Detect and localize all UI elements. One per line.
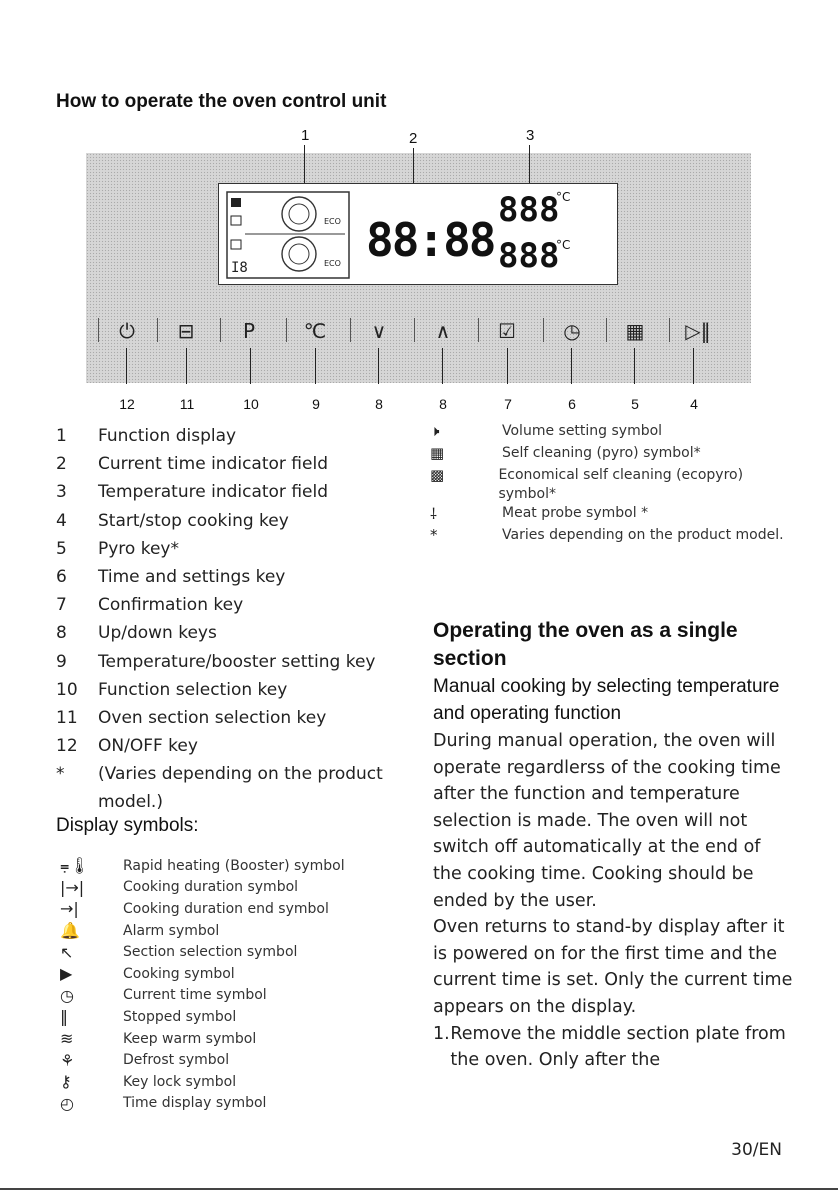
booster-icon: ⩦🌡 [60, 855, 90, 875]
legend-number: 12 [56, 736, 78, 757]
legend-item [56, 507, 396, 535]
legend-number: 1 [56, 426, 67, 447]
symbol-label: Current time symbol [123, 987, 267, 1004]
legend-item [56, 450, 396, 478]
legend-number: 11 [56, 707, 78, 728]
symbol-label: Volume setting symbol [502, 423, 663, 439]
pyro-icon: ▦ [430, 444, 445, 462]
ecopyro-icon: ▩ [430, 466, 445, 484]
symbol-row [56, 898, 386, 920]
legend-item [56, 732, 396, 760]
symbol-label: Stopped symbol [123, 1008, 237, 1025]
legend-number: 5 [56, 538, 67, 559]
symbol-row [430, 466, 790, 504]
symbol-label: Cooking duration symbol [123, 879, 299, 896]
symbol-row [430, 444, 790, 466]
legend-item [56, 704, 396, 732]
key-separator [98, 318, 99, 342]
paragraph-2: Oven returns to stand-by display after it is powered on for the first time and the current time is set. Only the current time appears on the display. [433, 917, 793, 1017]
key-callout-number: 8 [439, 396, 447, 412]
legend-text: Current time indicator field [98, 454, 328, 475]
key-callout-line [315, 348, 316, 384]
legend-text: Start/stop cooking key [98, 510, 289, 531]
body-text [433, 728, 793, 1074]
cooking-play-icon: ▶ [60, 964, 73, 984]
step-1 [433, 1021, 793, 1074]
power-icon[interactable]: ⏻ [119, 319, 135, 343]
symbol-label: Section selection symbol [123, 944, 298, 961]
symbol-label: Cooking duration end symbol [123, 900, 329, 917]
legend-number: 10 [56, 679, 78, 700]
pyro-grid-icon[interactable]: ▦ [625, 319, 645, 343]
legend-number: 6 [56, 567, 67, 588]
key-callout-number: 10 [243, 396, 259, 412]
symbol-label: Key lock symbol [123, 1073, 237, 1090]
legend-number: 3 [56, 482, 67, 503]
legend-text: (Varies depending on the product [98, 764, 383, 785]
legend-number: * [56, 764, 65, 785]
key-separator [669, 318, 670, 342]
key-callout-number: 11 [179, 396, 195, 412]
key-callout-line [186, 348, 187, 384]
clock-icon[interactable]: ◷ [563, 319, 581, 343]
legend-item [56, 563, 396, 591]
oven-section-icon[interactable]: ⊟ [177, 319, 195, 343]
temperature-icon[interactable]: ℃ [303, 319, 327, 343]
legend-item [56, 478, 396, 506]
key-separator [414, 318, 415, 342]
lcd-temp-upper: 888 [498, 190, 560, 230]
key-separator [286, 318, 287, 342]
function-p-icon[interactable]: P [242, 319, 256, 343]
paragraph-1: During manual operation, the oven will operate regardlerss of the cooking time after the function and temperature selection is made. The oven will not switch off automatically at the end of the cooking time. Cooking should be ended by the user. [433, 731, 781, 911]
symbol-row [56, 1049, 386, 1071]
bottom-rule [0, 1188, 838, 1190]
symbol-row [56, 1006, 386, 1028]
lcd-temp-lower: 888 [498, 236, 560, 276]
callout-2: 2 [409, 130, 418, 147]
symbol-row [56, 963, 386, 985]
alarm-bell-icon: 🔔 [60, 921, 80, 941]
key-callout-number: 7 [504, 396, 512, 412]
time-display-icon: ◴ [60, 1093, 74, 1113]
key-callout-line [507, 348, 508, 384]
legend-number: 2 [56, 454, 67, 475]
legend-text: Up/down keys [98, 623, 217, 644]
legend-item [56, 648, 396, 676]
key-callout-line [634, 348, 635, 384]
key-callout-number: 9 [312, 396, 320, 412]
duration-end-icon: →| [60, 899, 79, 919]
section-title: Operating the oven as a single section [433, 619, 738, 670]
symbol-label: Self cleaning (pyro) symbol* [502, 445, 701, 461]
key-callout-number: 5 [631, 396, 639, 412]
symbol-row [430, 504, 790, 526]
step-number: 1. [433, 1023, 450, 1044]
chevron-down-icon[interactable]: ∨ [371, 319, 387, 343]
callout-1: 1 [301, 127, 310, 144]
legend-text: Function display [98, 426, 237, 447]
defrost-icon: ⚘ [60, 1050, 75, 1070]
symbol-row [56, 1028, 386, 1050]
asterisk-icon: * [430, 526, 438, 544]
key-callout-line [693, 348, 694, 384]
key-callout-line [571, 348, 572, 384]
legend-number: 9 [56, 651, 67, 672]
legend-number: 4 [56, 510, 67, 531]
step-text: Remove the middle section plate from the oven. Only after the [450, 1023, 786, 1071]
callout-3: 3 [526, 127, 535, 144]
symbol-row [56, 1071, 386, 1093]
key-lock-icon: ⚷ [60, 1072, 72, 1092]
legend-number: 8 [56, 623, 67, 644]
symbol-row [56, 877, 386, 899]
symbol-row [56, 920, 386, 942]
clock-icon: ◷ [60, 985, 74, 1005]
symbol-label: Varies depending on the product model. [502, 527, 784, 543]
section-icon: ↖ [60, 942, 74, 962]
display-symbols-title: Display symbols: [56, 815, 199, 836]
meat-probe-icon: ⸸ [430, 505, 438, 523]
stopped-icon: ‖ [60, 1007, 68, 1027]
volume-icon: 🕨 [430, 422, 440, 440]
callout-line-1 [304, 145, 305, 185]
svg-text:ECO: ECO [324, 259, 341, 268]
callout-line-3 [529, 145, 530, 185]
symbol-row [56, 855, 386, 877]
chevron-up-icon[interactable]: ∧ [435, 319, 451, 343]
key-separator [478, 318, 479, 342]
duration-icon: |→| [60, 877, 85, 897]
legend-text: Function selection key [98, 679, 288, 700]
symbol-label: Alarm symbol [123, 922, 220, 939]
confirm-check-icon[interactable]: ☑ [498, 319, 516, 343]
legend-item [56, 422, 396, 450]
key-callout-line [250, 348, 251, 384]
lcd-unit-upper: °C [556, 190, 571, 204]
legend-item [56, 760, 396, 788]
legend-text: ON/OFF key [98, 736, 198, 757]
key-legend [56, 422, 396, 816]
key-separator [220, 318, 221, 342]
legend-text: Confirmation key [98, 595, 244, 616]
symbol-label: Keep warm symbol [123, 1030, 257, 1047]
page-number: 30/EN [731, 1140, 782, 1160]
legend-text: Temperature/booster setting key [98, 651, 376, 672]
key-callout-number: 6 [568, 396, 576, 412]
legend-text: Temperature indicator field [98, 482, 329, 503]
page-heading: How to operate the oven control unit [56, 91, 387, 112]
display-symbols-list-right [430, 422, 790, 548]
symbol-label: Rapid heating (Booster) symbol [123, 857, 345, 874]
legend-text: Time and settings key [98, 567, 286, 588]
display-symbols-list [56, 855, 386, 1114]
legend-item [56, 535, 396, 563]
key-callout-number: 4 [690, 396, 698, 412]
symbol-label: Economical self cleaning (ecopyro) symbol* [498, 467, 744, 502]
symbol-row [56, 1093, 386, 1115]
callout-line-2 [413, 148, 414, 185]
key-separator [543, 318, 544, 342]
key-separator [157, 318, 158, 342]
symbol-label: Defrost symbol [123, 1052, 230, 1069]
svg-text:ECO: ECO [324, 217, 341, 226]
svg-text:I8: I8 [231, 260, 248, 276]
symbol-label: Meat probe symbol * [502, 505, 649, 521]
lcd-time-digits: 88:88 [366, 213, 495, 267]
symbol-row [56, 941, 386, 963]
play-pause-icon[interactable]: ▷‖ [685, 319, 711, 343]
legend-item [56, 676, 396, 704]
key-separator [606, 318, 607, 342]
legend-number: 7 [56, 595, 67, 616]
key-callout-line [378, 348, 379, 384]
keep-warm-icon: ≋ [60, 1029, 74, 1049]
key-callout-number: 8 [375, 396, 383, 412]
symbol-label: Cooking symbol [123, 965, 235, 982]
legend-continuation: model.) [98, 792, 163, 813]
key-callout-line [126, 348, 127, 384]
legend-text: Pyro key* [98, 538, 179, 559]
symbol-row [56, 985, 386, 1007]
legend-item [56, 619, 396, 647]
legend-item [56, 591, 396, 619]
key-separator [350, 318, 351, 342]
symbol-label: Time display symbol [123, 1095, 267, 1112]
subsection-title: Manual cooking by selecting temperature and operating function [433, 676, 780, 724]
key-callout-line [442, 348, 443, 384]
key-callout-number: 12 [119, 396, 135, 412]
symbol-row [430, 422, 790, 444]
symbol-row [430, 526, 790, 548]
lcd-unit-lower: °C [556, 238, 571, 252]
legend-text: Oven section selection key [98, 707, 327, 728]
